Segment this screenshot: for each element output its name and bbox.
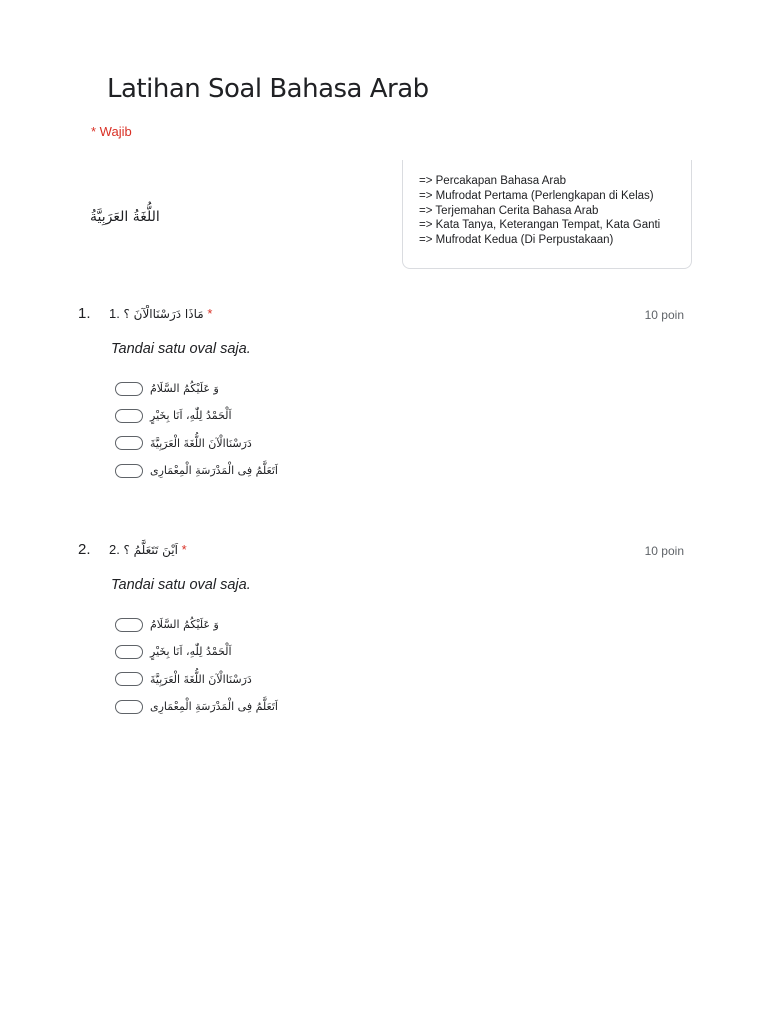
- option-label: وَ عَلَيْكُمُ السَّلَامُ: [150, 382, 219, 396]
- required-asterisk: *: [207, 306, 213, 321]
- question-number: 2.: [78, 541, 91, 558]
- option-label: دَرَسْنَاالْآنَ اللُّغَةَ الْعَرَبِيَّةَ: [150, 672, 252, 686]
- topic-item: => Mufrodat Pertama (Perlengkapan di Kelas): [419, 189, 654, 202]
- option-row[interactable]: [115, 375, 278, 402]
- topic-item: => Mufrodat Kedua (Di Perpustakaan): [419, 234, 614, 247]
- radio-oval[interactable]: [115, 409, 143, 423]
- radio-oval[interactable]: [115, 436, 143, 450]
- option-list: [115, 611, 278, 720]
- question-text: مَاذَا دَرَسْنَاالْآنَ ؟: [123, 307, 204, 321]
- form-title: Latihan Soal Bahasa Arab: [107, 74, 429, 104]
- option-label: اَلْحَمْدُ لِلّٰهِ، اَنَا بِخَيْرٍ: [150, 645, 232, 659]
- option-label: دَرَسْنَاالْآنَ اللُّغَةَ الْعَرَبِيَّةَ: [150, 436, 252, 450]
- question-title: [109, 542, 187, 557]
- radio-oval[interactable]: [115, 618, 143, 632]
- section-heading: اللُّغَةُ العَرَبِيَّةُ: [90, 209, 160, 225]
- option-row[interactable]: [115, 402, 278, 429]
- option-row[interactable]: [115, 457, 278, 484]
- required-note: * Wajib: [91, 124, 132, 139]
- option-label: اَتَعَلَّمُ فِى الْمَدْرَسَةِ الْمِعْمَارِى: [150, 700, 278, 714]
- radio-oval[interactable]: [115, 464, 143, 478]
- option-row[interactable]: [115, 638, 278, 665]
- option-label: وَ عَلَيْكُمُ السَّلَامُ: [150, 618, 219, 632]
- question-prefix: 2.: [109, 542, 120, 557]
- question-points: 10 poin: [644, 544, 684, 558]
- radio-oval[interactable]: [115, 700, 143, 714]
- option-list: [115, 375, 278, 484]
- question-title: [109, 306, 212, 321]
- option-label: اَتَعَلَّمُ فِى الْمَدْرَسَةِ الْمِعْمَارِى: [150, 464, 278, 478]
- radio-oval[interactable]: [115, 645, 143, 659]
- question-text: اَيْنَ تَتَعَلَّمُ ؟: [123, 543, 178, 557]
- question-instruction: Tandai satu oval saja.: [111, 577, 251, 593]
- option-row[interactable]: [115, 693, 278, 720]
- required-asterisk: *: [181, 542, 187, 557]
- topics-card: [402, 160, 692, 269]
- topic-item: => Kata Tanya, Keterangan Tempat, Kata Ganti: [419, 219, 661, 232]
- option-row[interactable]: [115, 430, 278, 457]
- question-number: 1.: [78, 305, 91, 322]
- question-instruction: Tandai satu oval saja.: [111, 341, 251, 357]
- radio-oval[interactable]: [115, 672, 143, 686]
- question-points: 10 poin: [644, 308, 684, 322]
- option-label: اَلْحَمْدُ لِلّٰهِ، اَنَا بِخَيْرٍ: [150, 409, 232, 423]
- option-row[interactable]: [115, 666, 278, 693]
- topic-item: => Percakapan Bahasa Arab: [419, 175, 567, 187]
- topic-item: => Terjemahan Cerita Bahasa Arab: [419, 204, 599, 217]
- option-row[interactable]: [115, 611, 278, 638]
- question-prefix: 1.: [109, 306, 120, 321]
- radio-oval[interactable]: [115, 382, 143, 396]
